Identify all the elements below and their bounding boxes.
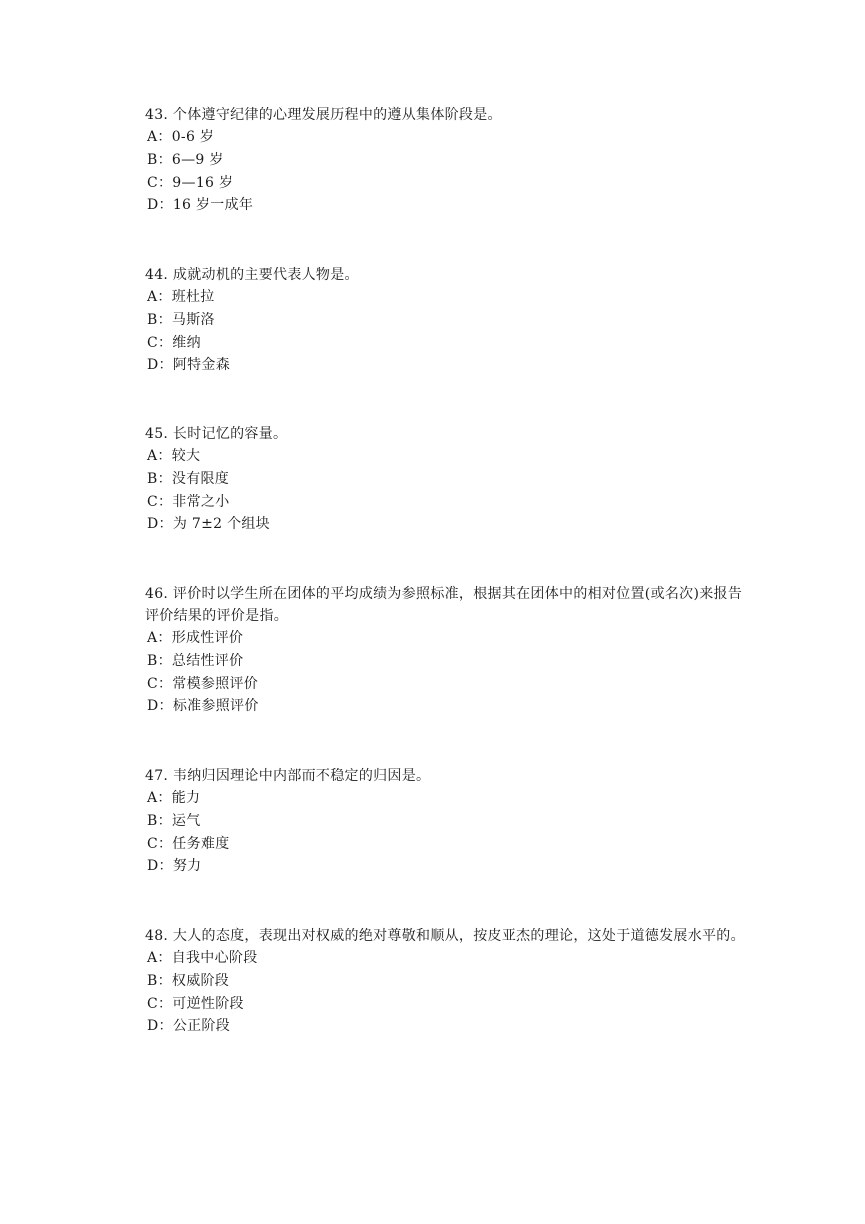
option-list	[145, 445, 745, 536]
option-b: B：运气	[147, 812, 201, 829]
question-stem: 45. 长时记忆的容量。	[145, 426, 288, 442]
option-c: C：9—16 岁	[147, 174, 234, 191]
question-46	[145, 583, 745, 718]
option-c: C：常模参照评价	[147, 675, 259, 692]
option-a: A：能力	[147, 790, 201, 806]
option-a: A：自我中心阶段	[147, 950, 258, 966]
question-44	[145, 264, 745, 377]
question-stem: 46. 评价时以学生所在团体的平均成绩为参照标准，根据其在团体中的相对位置(或名次)来报告评价结果的评价是指。	[145, 586, 743, 624]
option-a: A：较大	[147, 448, 201, 464]
option-b: B：总结性评价	[147, 652, 244, 669]
option-list	[145, 286, 745, 377]
option-c: C：非常之小	[147, 493, 230, 510]
option-b: B：6—9 岁	[147, 151, 224, 168]
option-list	[145, 126, 745, 217]
option-d: D：努力	[147, 858, 202, 875]
question-47	[145, 765, 745, 878]
question-stem: 44. 成就动机的主要代表人物是。	[145, 267, 359, 283]
option-list	[145, 627, 745, 718]
option-d: D：为 7±2 个组块	[147, 516, 270, 533]
question-stem: 48. 大人的态度，表现出对权威的绝对尊敬和顺从，按皮亚杰的理论，这处于道德发展水平的。	[145, 928, 745, 944]
option-list	[145, 947, 745, 1038]
question-stem: 43. 个体遵守纪律的心理发展历程中的遵从集体阶段是。	[145, 107, 502, 123]
question-45	[145, 423, 745, 536]
option-a: A：班杜拉	[147, 289, 215, 305]
option-b: B：没有限度	[147, 470, 230, 487]
option-d: D：阿特金森	[147, 357, 231, 374]
option-a: A：形成性评价	[147, 630, 244, 646]
option-a: A：0-6 岁	[147, 129, 215, 145]
option-b: B：权威阶段	[147, 972, 230, 989]
option-c: C：可逆性阶段	[147, 995, 244, 1012]
option-d: D：公正阶段	[147, 1018, 231, 1035]
option-d: D：标准参照评价	[147, 698, 259, 715]
option-list	[145, 787, 745, 878]
question-stem: 47. 韦纳归因理论中内部而不稳定的归因是。	[145, 768, 431, 784]
question-48	[145, 925, 745, 1038]
question-43	[145, 104, 745, 217]
option-d: D：16 岁一成年	[147, 197, 254, 214]
option-c: C：任务难度	[147, 835, 230, 852]
option-c: C：维纳	[147, 334, 201, 351]
option-b: B：马斯洛	[147, 311, 215, 328]
